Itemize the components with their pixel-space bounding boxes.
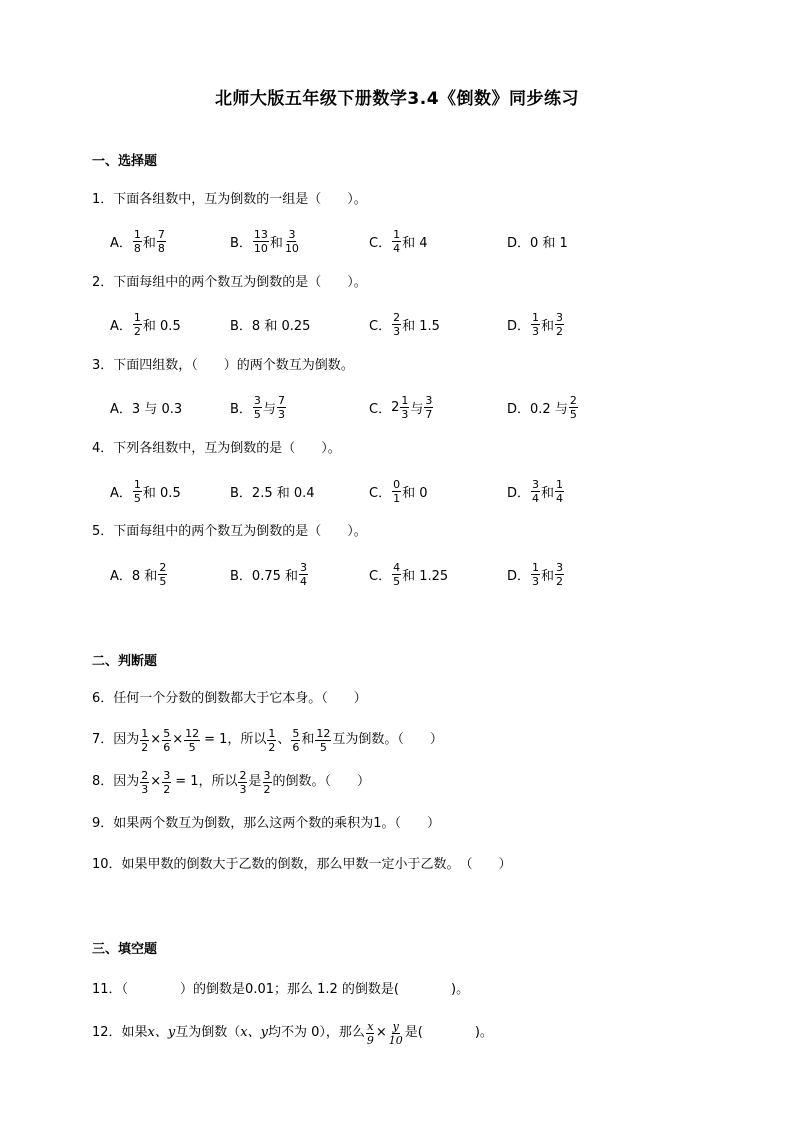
fraction: $\frac{12}{5}$ — [185, 726, 200, 754]
q1-option-d[interactable]: D． 0 和 1 — [507, 235, 568, 251]
question-3-options — [110, 390, 750, 424]
mixed-number-whole: 2 — [391, 399, 400, 415]
q2-option-b[interactable]: B． 8 和 0.25 — [230, 318, 311, 334]
q4-option-b[interactable]: B． 2.5 和 0.4 — [230, 485, 315, 501]
q3-option-d[interactable]: D． 0.2 与 $\frac{2}{5}$ — [507, 393, 577, 421]
question-11: 11．（ ）的倒数是0.01；那么 1.2 的倒数是( )。 — [92, 982, 470, 997]
variables-xy: x、y — [240, 1025, 268, 1040]
question-12: 12．如果 x、y 互为倒数（ x、y 均不为 0），那么 $\frac{x}{9}$ × $\frac{y}{10}$ 是( )。 — [92, 1019, 493, 1047]
question-1-options — [110, 224, 750, 258]
q3-option-b[interactable]: B． $\frac{3}{5}$ 与 $\frac{7}{3}$ — [230, 393, 285, 421]
q3-option-a[interactable]: A． 3 与 0.3 — [110, 401, 183, 417]
fraction: $\frac{13}{10}$ — [253, 227, 268, 255]
question-4-options — [110, 474, 750, 508]
fraction: $\frac{2}{3}$ — [393, 310, 401, 338]
fraction: $\frac{x}{9}$ — [366, 1019, 374, 1047]
fraction: $\frac{y}{10}$ — [388, 1019, 403, 1047]
fraction: $\frac{1}{4}$ — [393, 227, 401, 255]
fraction: $\frac{3}{2}$ — [263, 768, 271, 796]
question-5-options — [110, 557, 750, 591]
fraction: $\frac{3}{2}$ — [163, 768, 171, 796]
q1-option-b[interactable]: B． $\frac{13}{10}$ 和 $\frac{3}{10}$ — [230, 227, 299, 255]
fraction: $\frac{2}{5}$ — [569, 393, 577, 421]
fraction: $\frac{2}{3}$ — [141, 768, 149, 796]
q5-option-b[interactable]: B． 0.75 和 $\frac{3}{4}$ — [230, 560, 307, 588]
fraction: $\frac{3}{10}$ — [284, 227, 299, 255]
fraction: $\frac{7}{3}$ — [277, 393, 285, 421]
fraction: $\frac{2}{5}$ — [159, 560, 167, 588]
section-heading-judgement: 二、判断题 — [92, 654, 158, 669]
q5-option-d[interactable]: D． $\frac{1}{3}$ 和 $\frac{3}{2}$ — [507, 560, 564, 588]
fraction: $\frac{7}{8}$ — [157, 227, 165, 255]
question-10: 10．如果甲数的倒数大于乙数的倒数，那么甲数一定小于乙数。 （ ） — [92, 857, 512, 872]
q5-option-c[interactable]: C． $\frac{4}{5}$ 和 1.25 — [369, 560, 449, 588]
fraction: $\frac{1}{3}$ — [401, 393, 409, 421]
variables-xy: x、y — [147, 1025, 176, 1040]
fraction: $\frac{3}{4}$ — [300, 560, 307, 588]
fraction: $\frac{3}{4}$ — [532, 477, 540, 505]
question-6: 6．任何一个分数的倒数都大于它本身。（ ） — [92, 691, 367, 706]
q5-option-a[interactable]: A． 8 和 $\frac{2}{5}$ — [110, 560, 167, 588]
fraction: $\frac{3}{5}$ — [253, 393, 261, 421]
q4-option-d[interactable]: D． $\frac{3}{4}$ 和 $\frac{1}{4}$ — [507, 477, 564, 505]
fraction: $\frac{1}{2}$ — [133, 310, 141, 338]
page-title: 北师大版五年级下册数学3.4《倒数》同步练习 — [214, 89, 580, 109]
fraction: $\frac{12}{5}$ — [316, 726, 331, 754]
q2-option-c[interactable]: C． $\frac{2}{3}$ 和 1.5 — [369, 310, 440, 338]
question-2-options — [110, 307, 750, 341]
q3-option-c[interactable]: C． 2 $\frac{1}{3}$ 与 $\frac{3}{7}$ — [369, 393, 433, 421]
fraction: $\frac{5}{6}$ — [163, 726, 171, 754]
question-7: 7．因为 $\frac{1}{2}$ × $\frac{5}{6}$ × $\frac{12}{5}$ = 1，所以 $\frac{1}{2}$ 、 $\frac{5}{6}$ 和 $\frac{12}{5}$ 互为倒数。（ ） — [92, 726, 443, 754]
fraction: $\frac{0}{1}$ — [393, 477, 401, 505]
question-8: 8．因为 $\frac{2}{3}$ × $\frac{3}{2}$ = 1，所以 $\frac{2}{3}$ 是 $\frac{3}{2}$ 的倒数。（ ） — [92, 768, 371, 796]
fraction: $\frac{1}{2}$ — [268, 726, 276, 754]
question-3-stem: 3．下面四组数，（ ）的两个数互为倒数。 — [92, 358, 354, 373]
q4-option-a[interactable]: A． $\frac{1}{5}$ 和 0.5 — [110, 477, 181, 505]
q2-option-d[interactable]: D． $\frac{1}{3}$ 和 $\frac{3}{2}$ — [507, 310, 564, 338]
q1-option-a[interactable]: A． $\frac{1}{8}$ 和 $\frac{7}{8}$ — [110, 227, 165, 255]
fraction: $\frac{1}{3}$ — [532, 310, 540, 338]
fraction: $\frac{1}{5}$ — [133, 477, 141, 505]
question-9: 9．如果两个数互为倒数，那么这两个数的乘积为1。（ ） — [92, 816, 441, 831]
q1-option-c[interactable]: C． $\frac{1}{4}$ 和 4 — [369, 227, 428, 255]
q4-option-c[interactable]: C． $\frac{0}{1}$ 和 0 — [369, 477, 428, 505]
fraction: $\frac{4}{5}$ — [393, 560, 401, 588]
fraction: $\frac{1}{3}$ — [532, 560, 540, 588]
fraction: $\frac{1}{8}$ — [133, 227, 141, 255]
question-4-stem: 4．下列各组数中，互为倒数的是（ ）。 — [92, 441, 341, 456]
fraction: $\frac{1}{4}$ — [556, 477, 564, 505]
section-heading-fill-in: 三、填空题 — [92, 942, 158, 957]
question-5-stem: 5．下面每组中的两个数互为倒数的是（ ）。 — [92, 524, 367, 539]
question-2-stem: 2．下面每组中的两个数互为倒数的是（ ）。 — [92, 275, 367, 290]
fraction: $\frac{3}{2}$ — [556, 560, 564, 588]
question-1-stem: 1．下面各组数中，互为倒数的一组是（ ）。 — [92, 192, 367, 207]
fraction: $\frac{5}{6}$ — [292, 726, 300, 754]
fraction: $\frac{2}{3}$ — [239, 768, 247, 796]
q2-option-a[interactable]: A． $\frac{1}{2}$ 和 0.5 — [110, 310, 181, 338]
fraction: $\frac{3}{7}$ — [425, 393, 433, 421]
fraction: $\frac{1}{2}$ — [141, 726, 149, 754]
fraction: $\frac{3}{2}$ — [556, 310, 564, 338]
section-heading-choice: 一、选择题 — [92, 154, 158, 169]
